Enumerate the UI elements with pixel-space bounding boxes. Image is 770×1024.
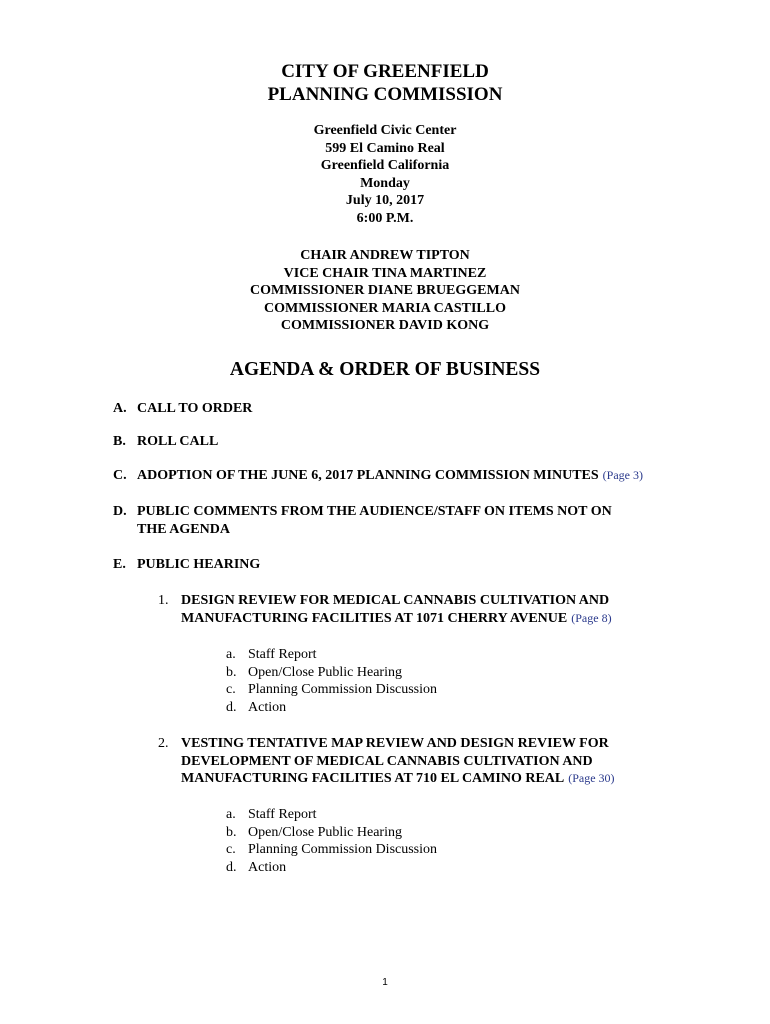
section-text-continued: THE AGENDA — [137, 521, 230, 537]
section-letter: A. — [113, 401, 127, 416]
page-number: 1 — [382, 977, 388, 988]
item-text: MANUFACTURING FACILITIES AT 710 EL CAMINO REAL — [181, 771, 565, 786]
member-vice-chair: VICE CHAIR TINA MARTINEZ — [283, 265, 487, 281]
list-item: c. Planning Commission Discussion — [226, 682, 438, 697]
section-text: ROLL CALL — [137, 434, 219, 449]
section-letter: D. — [113, 504, 127, 519]
venue-city: Greenfield California — [320, 158, 450, 173]
list-item: d. Action — [226, 699, 287, 715]
meeting-day: Monday — [360, 175, 410, 191]
member-commissioner: COMMISSIONER DAVID KONG — [280, 318, 490, 333]
item-text: DESIGN REVIEW FOR MEDICAL CANNABIS CULTIVATION AND — [181, 593, 610, 608]
list-item: b. Open/Close Public Hearing — [226, 824, 402, 840]
section-call-to-order — [113, 400, 673, 418]
hearing-item-2 — [158, 735, 678, 788]
hearing-item-2-steps — [226, 806, 437, 876]
section-letter: C. — [113, 468, 127, 483]
section-letter: E. — [113, 557, 126, 572]
member-commissioner: COMMISSIONER DIANE BRUEGGEMAN — [250, 283, 520, 298]
member-commissioner: COMMISSIONER MARIA CASTILLO — [264, 300, 506, 316]
hearing-item-1-steps — [226, 646, 437, 716]
item-number: 2. — [158, 736, 169, 751]
agenda-heading: AGENDA & ORDER OF BUSINESS — [229, 359, 541, 380]
list-item: a. Staff Report — [226, 647, 317, 662]
member-chair: CHAIR ANDREW TIPTON — [300, 248, 470, 263]
page-ref-link[interactable]: (Page 30) — [568, 771, 615, 785]
venue-street: 599 El Camino Real — [325, 140, 445, 156]
item-text: MANUFACTURING FACILITIES AT 1071 CHERRY AVENUE — [181, 610, 568, 626]
list-item: d. Action — [226, 859, 287, 875]
item-text-continued — [158, 770, 678, 788]
page-ref-link[interactable]: (Page 3) — [602, 468, 643, 482]
section-minutes-adoption — [113, 467, 713, 485]
hearing-item-1 — [158, 592, 678, 627]
section-text: CALL TO ORDER — [137, 401, 253, 416]
item-text-continued: DEVELOPMENT OF MEDICAL CANNABIS CULTIVATION AND — [181, 753, 593, 769]
item-text: VESTING TENTATIVE MAP REVIEW AND DESIGN REVIEW FOR — [181, 736, 609, 751]
meeting-date: July 10, 2017 — [345, 193, 425, 208]
item-number: 1. — [158, 593, 169, 608]
list-item: b. Open/Close Public Hearing — [226, 664, 402, 680]
meeting-location-block — [0, 122, 770, 227]
section-text: PUBLIC HEARING — [137, 557, 261, 572]
page-ref-link[interactable]: (Page 8) — [571, 610, 612, 625]
section-letter: B. — [113, 434, 126, 449]
section-public-comments — [113, 503, 673, 538]
meeting-time: 6:00 P.M. — [356, 210, 414, 226]
section-text: PUBLIC COMMENTS FROM THE AUDIENCE/STAFF ON ITEMS NOT ON — [137, 504, 612, 519]
title-line-commission: PLANNING COMMISSION — [267, 84, 503, 105]
item-text-continued — [158, 610, 678, 628]
section-public-hearing — [113, 556, 673, 574]
section-text: ADOPTION OF THE JUNE 6, 2017 PLANNING COMMISSION MINUTES — [137, 468, 599, 483]
title-line-city: CITY OF GREENFIELD — [281, 61, 489, 82]
list-item: a. Staff Report — [226, 807, 317, 822]
commission-members — [0, 247, 770, 335]
list-item: c. Planning Commission Discussion — [226, 842, 438, 857]
document-title — [0, 60, 770, 106]
venue-name: Greenfield Civic Center — [313, 123, 457, 138]
section-roll-call — [113, 433, 673, 451]
